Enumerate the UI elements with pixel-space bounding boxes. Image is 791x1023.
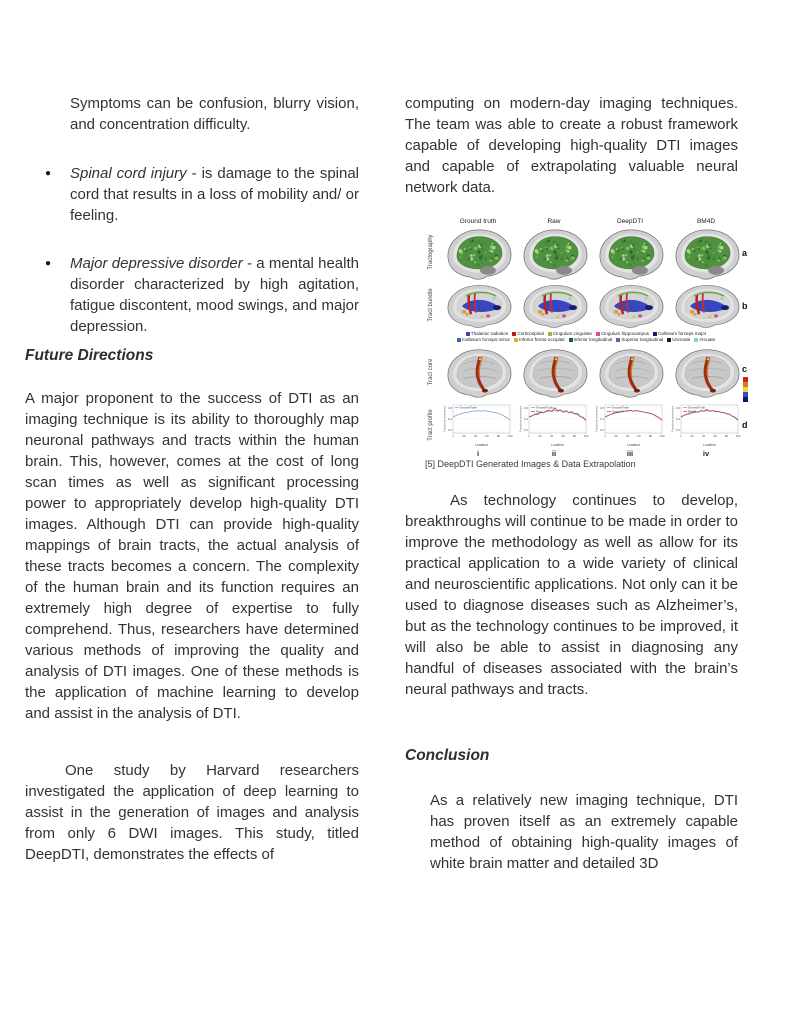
figure-row-letter: a: [742, 248, 748, 258]
legend-swatch: [653, 332, 657, 336]
legend-swatch: [667, 338, 671, 342]
conclusion-paragraph: As a relatively new imaging technique, DTI has proven itself as an extremely capable method of obtaining high-quality images of white brain matter and detailed 3D: [430, 792, 738, 872]
svg-text:Fractional anisotropy: Fractional anisotropy: [442, 406, 447, 432]
legend-item: Superior longitudinal: [616, 337, 663, 343]
svg-text:60: 60: [637, 434, 641, 438]
svg-text:0.2: 0.2: [523, 428, 528, 433]
svg-text:GroundTruth: GroundTruth: [536, 405, 553, 410]
figure-row-label-tractography: Tractography: [428, 234, 434, 270]
brain-image-tractography: [670, 227, 742, 281]
legend-item: Inferior fronto-occipital: [514, 337, 564, 343]
brain-image-tractography: [594, 227, 666, 281]
tract-profile-plot: [670, 402, 742, 448]
svg-text:BM4D: BM4D: [688, 409, 697, 414]
bullet-marker: ●: [45, 258, 52, 269]
legend-item: Callosum forceps minor: [457, 337, 510, 343]
brain-image-tractography: [442, 227, 514, 281]
figure-row-tract-bundle: [442, 283, 742, 329]
future-directions-paragraph: A major proponent to the success of DTI as an imaging technique is its ability to thoroughly map neuronal pathways and tracts within the human brain. This, however, comes at the cost of long scan times as well as significant processing power to appropriately develop high-quality DTI images. Although DTI can provide high-quality mappings of brain tracts, the actual analysis of these tracts becomes a concern. The complexity of the human brain and its function requires an extremely high degree of expertise to fully comprehend. Thus, researchers have determined various methods of improving the quality and analysis of DTI images. One of these methods is the application of machine learning to develop and assist in the analysis of DTI.: [25, 390, 359, 722]
brain-image-core: [442, 347, 514, 399]
bullet-list: [25, 163, 359, 337]
figure-row-letter: c: [742, 364, 748, 374]
plot-numeral: i: [476, 449, 480, 458]
svg-text:20: 20: [690, 434, 694, 438]
future-directions-heading: Future Directions: [25, 347, 154, 364]
figure-row-tractography: [442, 227, 742, 281]
svg-text:1: 1: [452, 434, 454, 438]
figure-plot-numerals: [442, 449, 742, 458]
svg-text:20: 20: [462, 434, 466, 438]
svg-text:100: 100: [583, 434, 589, 438]
legend-item: Cingulum cingulate: [548, 331, 592, 337]
svg-text:80: 80: [724, 434, 729, 438]
svg-text:Location: Location: [475, 443, 488, 447]
legend-swatch: [466, 332, 470, 336]
figure-row-letter: b: [742, 301, 748, 311]
harvard-study-paragraph: One study by Harvard researchers investigated the application of deep learning to assist in the generation of images and analysis from only 6 DWI images. This study, titled DeepDTI, demonstrates the effects of: [25, 762, 359, 863]
svg-text:40: 40: [701, 434, 706, 438]
technology-paragraph: As technology continues to develop, breakthroughs will continue to be made in order to improve the methodology as well as allow for its practical application to a wide variety of clinical and neuroscientific applications. Not only can it be used to diagnose diseases such as Alzheimer’s, but as the technology continues to be improved, it will also be able to assist in diagnosing any handful of diseases associated with the brain’s neural pathways and tracts.: [405, 492, 738, 698]
bullet-term: Major depressive disorder: [70, 255, 243, 272]
legend-swatch: [596, 332, 600, 336]
right-column: [405, 93, 748, 874]
svg-text:Location: Location: [551, 443, 564, 447]
figure-caption: [5] DeepDTI Generated Images & Data Extrapolation: [425, 459, 636, 469]
svg-text:100: 100: [735, 434, 741, 438]
brain-image-core: [518, 347, 590, 399]
figure-column-headers: [442, 218, 742, 226]
legend-swatch: [457, 338, 461, 342]
brain-image-tractography: [518, 227, 590, 281]
svg-text:100: 100: [659, 434, 665, 438]
svg-text:40: 40: [625, 434, 630, 438]
svg-text:20: 20: [538, 434, 542, 438]
svg-text:60: 60: [561, 434, 565, 438]
figure-row-tract-profile: [442, 402, 742, 448]
brain-image-core: [594, 347, 666, 399]
figure-column-header: Raw: [547, 218, 561, 225]
svg-text:60: 60: [713, 434, 717, 438]
figure-row-tract-core: [442, 347, 742, 399]
svg-text:0.2: 0.2: [675, 428, 680, 433]
tract-profile-plot: [442, 402, 514, 448]
svg-text:40: 40: [473, 434, 478, 438]
svg-text:1: 1: [680, 434, 682, 438]
plot-numeral: iv: [702, 449, 710, 458]
figure-column-header: DeepDTI: [616, 218, 643, 225]
svg-text:80: 80: [496, 434, 501, 438]
computing-paragraph: computing on modern-day imaging techniques. The team was able to create a robust framework capable of developing high-quality DTI images and capable of extrapolating valuable neural network data.: [405, 95, 738, 196]
bullet-paragraph: [70, 163, 359, 226]
legend-item: Inferior longitudinal: [569, 337, 613, 343]
svg-text:Fractional anisotropy: Fractional anisotropy: [518, 406, 523, 432]
bullet-text: - is damage to the spinal cord that results in a loss of mobility and/ or feeling.: [70, 165, 360, 224]
svg-text:0.4: 0.4: [675, 417, 680, 421]
brain-image-core: [670, 347, 742, 399]
svg-text:60: 60: [485, 434, 489, 438]
svg-text:DeepDTI: DeepDTI: [612, 409, 625, 414]
tract-profile-plot: [594, 402, 666, 448]
svg-text:GroundTruth: GroundTruth: [612, 405, 629, 410]
brain-image-bundle: [670, 283, 742, 329]
svg-text:1: 1: [604, 434, 606, 438]
left-column: [25, 93, 359, 865]
svg-text:0.4: 0.4: [523, 417, 528, 421]
svg-text:Raw: Raw: [536, 409, 543, 414]
svg-text:0.2: 0.2: [447, 428, 452, 433]
legend-item: Uncinate: [667, 337, 690, 343]
svg-text:0.4: 0.4: [447, 417, 452, 421]
legend-swatch: [548, 332, 552, 336]
legend-item: Callosum forceps major: [653, 331, 706, 337]
brain-image-bundle: [442, 283, 514, 329]
figure-row-label-tract-bundle: Tract bundle: [428, 288, 434, 322]
svg-text:20: 20: [614, 434, 618, 438]
svg-text:Location: Location: [703, 443, 716, 447]
figure-row-label-tract-profile: Tract profile: [428, 409, 434, 441]
legend-swatch: [512, 332, 516, 336]
figure-column-header: Ground truth: [459, 218, 497, 225]
svg-text:0.6: 0.6: [447, 405, 452, 410]
legend-swatch: [569, 338, 573, 342]
figure-column-header: BM4D: [696, 218, 716, 225]
bullet-paragraph: [70, 253, 359, 337]
svg-text:GroundTruth: GroundTruth: [460, 405, 477, 410]
figure-legend: [425, 331, 747, 343]
svg-text:0.6: 0.6: [523, 405, 528, 410]
brain-image-bundle: [594, 283, 666, 329]
conclusion-heading: Conclusion: [405, 747, 490, 764]
svg-text:1: 1: [528, 434, 530, 438]
symptoms-paragraph: Symptoms can be confusion, blurry vision, and concentration difficulty.: [70, 95, 359, 133]
svg-text:80: 80: [572, 434, 577, 438]
list-item: [25, 163, 359, 226]
svg-text:0.2: 0.2: [599, 428, 604, 433]
legend-swatch: [694, 338, 698, 342]
plot-numeral: ii: [551, 449, 557, 458]
svg-text:100: 100: [507, 434, 513, 438]
dti-figure: [425, 218, 747, 470]
svg-text:GroundTruth: GroundTruth: [688, 405, 705, 410]
figure-colorbar: [743, 377, 748, 402]
figure-row-label-tract-core: Tract core: [428, 358, 434, 386]
legend-swatch: [514, 338, 518, 342]
svg-text:Location: Location: [627, 443, 640, 447]
brain-image-bundle: [518, 283, 590, 329]
svg-text:0.4: 0.4: [599, 417, 604, 421]
bullet-term: Spinal cord injury: [70, 165, 187, 182]
bullet-marker: ●: [45, 168, 52, 179]
svg-text:0.6: 0.6: [675, 405, 680, 410]
svg-text:Fractional anisotropy: Fractional anisotropy: [594, 406, 599, 432]
svg-text:Fractional anisotropy: Fractional anisotropy: [670, 406, 675, 432]
legend-item: Arcuate: [694, 337, 715, 343]
tract-profile-plot: [518, 402, 590, 448]
legend-item: Corticospinal: [512, 331, 544, 337]
svg-text:40: 40: [549, 434, 554, 438]
legend-item: Thalamic radiation: [466, 331, 509, 337]
legend-swatch: [616, 338, 620, 342]
svg-text:80: 80: [648, 434, 653, 438]
bullet-text: - a mental health disorder characterized by high agitation, fatigue discontent, mood swings, and major depression.: [70, 255, 359, 335]
plot-numeral: iii: [626, 449, 634, 458]
figure-row-letter: d: [742, 420, 748, 430]
legend-item: Cingulum hippocampus: [596, 331, 649, 337]
list-item: [25, 253, 359, 337]
svg-text:0.6: 0.6: [599, 405, 604, 410]
